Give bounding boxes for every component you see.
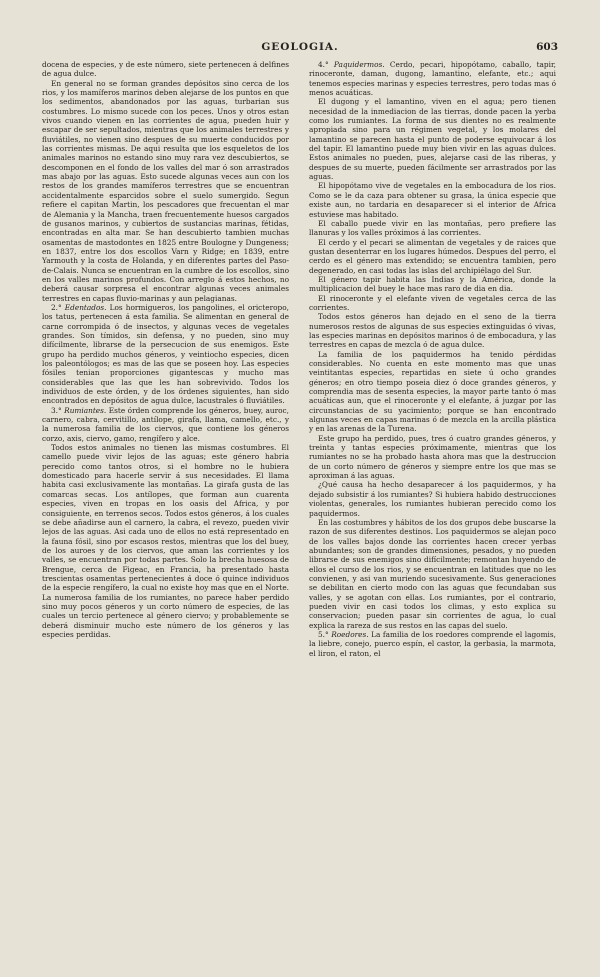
section-label: Roedores. (331, 629, 369, 639)
section-label: Rumiantes. (64, 405, 107, 415)
paragraph: En general no se forman grandes depósitos sino cerca de los rios, y los mamíferos marinos deben alejarse de los puntos en que los sedimentos, abandonados por las aguas, turbarian sus costumbres. Lo mismo sucede con los peces. Unos y otros estan vivos cuando vienen en las corrientes de agua, pueden huir y escapar de ser sepultados, mientras que los animales terrestres y fluviátiles, no vienen sino despues de su muerte conducidos por las corrientes mismas. De aqui resulta que los esqueletos de los animales marinos no estando sino muy rara vez descubiertos, se descomponen en el fondo de los valles del mar ó son arrastrados mas abajo por las aguas. Esto sucede algunas veces aun con los restos de los grandes mamíferos terrestres que se encuentran accidentalmente esparcidos sobre el suelo sumergido. Segun refiere el capitan Martin, los pescadores que frecuentan el mar de Alemania y la Mancha, traen frecuentemente huesos cargados de gusanos marinos, y cubiertos de sustancias marinas, fétidas, encontradas en alta mar. Se han descubierto tambien muchas osamentas de mastodontes en 1825 entre Boulogne y Dungeness; en 1837, entre los dos escollos Varn y Ridge; en 1839, entre Yarmouth y la costa de Holanda, y en diferentes partes del Paso-de-Calais. Nunca se encuentran en la cumbre de los escollos, sino en los valles marinos profundos. Con arreglo á estos hechos, no deberá causar sorpresa el encontrar algunas veces animales terrestres en capas fluvio-marinas y aun pelagianas. (42, 78, 289, 303)
right-column (309, 60, 556, 950)
paragraph: 3.° Rumiantes. Este órden comprende los géneros, buey, auroc, carnero, cabra, cervitillo, antílope, girafa, llama, camello, etc., y la numerosa familia de los ciervos, que contiene los géneros corzo, axis, ciervo, gamo, rengífero y alce. (42, 405, 289, 443)
paragraph: 4.° Paquidermos. Cerdo, pecari, hipopótamo, caballo, tapir, rinoceronte, daman, dugong, lamantino, elefante, etc.; aqui tenemos especies marinas y especies terrestres, pero todas mas ó menos acuáticas. (309, 60, 556, 98)
paragraph: docena de especies, y de este número, siete pertenecen á delfines de agua dulce. (42, 60, 289, 79)
paragraph: Este grupo ha perdido, pues, tres ó cuatro grandes géneros, y treinta y tantas especies próximamente, mientras que los rumiantes no se ha probado hasta ahora mas que la destruccion de un corto número de géneros y siempre entre los que mas se aproximan á las aguas. (309, 433, 556, 481)
left-column (42, 60, 289, 950)
paragraph: El dugong y el lamantino, viven en el agua; pero tienen necesidad de la inmediacion de las tierras, donde pacen la yerba como los rumiantes. La forma de sus dientes no es realmente apropiada sino para un régimen vegetal, y los molares del lamantino se parecen hasta el punto de poderse equivocar á los del tapir. El lamantino puede muy bien vivir en las aguas dulces. Estos animales no pueden, pues, alejarse casi de las riberas, y despues de su muerte, pueden fácilmente ser arrastrados por las aguas. (309, 97, 556, 182)
section-number: 4.° (318, 60, 329, 69)
paragraph: ¿Qué causa ha hecho desaparecer á los paquidermos, y ha dejado subsistir á los rumiantes? Si hubiera habido destrucciones violentas, generales, los rumiantes hubieran perecido como los paquidermos. (309, 480, 556, 518)
section-label: Paquidermos. (333, 60, 385, 69)
paragraph: El rinoceronte y el elefante viven de vegetales cerca de las corrientes. (309, 293, 556, 312)
paragraph: El cerdo y el pecari se alimentan de vegetales y de raices que gustan desenterrar en los lugares húmedos. Despues del perro, el cerdo es el género mas extendido; se encuentra tambien, pero degenerado, en casi todas las islas del archipiélago del Sur. (309, 237, 556, 275)
paragraph: El hipopótamo vive de vegetales en la embocadura de los rios. Como se le da caza para obtener su grasa, la única especie que existe aun, no tardaria en desaparecer si el interior de Africa estuviese mas habitado. (309, 181, 556, 219)
paragraph: Todos estos animales no tienen las mismas costumbres. El camello puede vivir lejos de las aguas; este género habria perecido como tantos otros, si el hombre no le hubiera domesticado para hacerle servir á sus necesidades. El llama habita casi exclusivamente las montañas. La girafa gusta de las comarcas secas. Los antílopes, que forman aun cuarenta especies, viven en tropas en los oasis del Africa, y por consiguiente, en terrenos secos. Todos estos géneros, á los cuales se debe añadirse aun el carnero, la cabra, el revezo, pueden vivir lejos de las aguas. Asi cada uno de ellos no está representado en la fauna fósil, sino por escasos restos, mientras que los del buey, de los auroes y de los ciervos, que aman las corrientes y los valles, se encuentran por todas partes. Solo la brecha huesosa de Brengue, cerca de Figeac, en Francia, ha presentado hasta trescientas osamentas pertenecientes á doce ó quince individuos de la especie rengífero, la cual no existe hoy mas que en el Norte. La numerosa familia de los rumiantes, no parece haber perdido sino muy pocos géneros y un corto número de especies, de las cuales un tercio pertenece al género ciervo; y probablemente se deberá disminuir mucho este número de los géneros y las especies perdidas. (42, 443, 289, 639)
page-header (0, 41, 600, 57)
running-title: GEOLOGIA. (261, 41, 339, 53)
paragraph: 2.° Edentados. Los hormigueros, los pangolines, el oricteropo, los tatus, pertenecen á esta familia. Se alimentan en general de carne corrompida ó de insectos, y algunas veces de vegetales grandes. Son tímidos, sin defensa, y no pueden, sino muy difícilmente, librarse de la persecucion de sus enemigos. Este grupo ha perdido muchos géneros, y veintiocho especies, dicen los paleontólogos; es mas de las que se poseen hoy. Las especies fósiles tenian proporciones gigantescas y mucho mas considerables que las que les han sobrevivido. Todos los individuos de este órden, y de los órdenes siguientes, han sido encontrados en depósitos de agua dulce, lacustrales ó fluviátiles. (42, 302, 289, 406)
paragraph: 5.° Roedores. La familia de los roedores comprende el lagomis, la liebre, conejo, puerco espín, el castor, la gerbasia, la marmota, el liron, el raton, el (309, 629, 556, 658)
paragraph: El género tapir habita las Indias y la América, donde la multiplicacion del buey le hace mas raro de dia en dia. (309, 274, 556, 294)
paragraph: La familia de los paquidermos ha tenido pérdidas considerables. No cuenta en este momento mas que unas veintitantas especies, repartidas en siete ú ocho grandes géneros; en otro tiempo poseia diez ó doce grandes géneros, y comprendia mas de sesenta especies, la mayor parte tanto ó mas acuáticas aun, que el rinoceronte y el elefante, á juzgar por las circunstancias de su yacimiento; porque se han encontrado algunas veces en capas marinas ó de mezcla en la arcilla plástica y en las arenas de la Turena. (309, 349, 556, 434)
paragraph: En las costumbres y hábitos de los dos grupos debe buscarse la razon de sus diferentes destinos. Los paquidermos se alejan poco de los valles bajos donde las corrientes hacen crecer yerbas abundantes; son de grandes dimensiones, pesados, y no pueden librarse de sus enemigos sino difícilmente; remontan huyendo de ellos el curso de los rios, y se encuentran en latitudes que no les convienen, y asi van muriendo sucesivamente. Sus generaciones se debilitan en cierto modo con las aguas que fecundaban sus valles, y se agotan con ellas. Los rumiantes, por el contrario, pueden vivir en casi todos los climas, y esto explica su conservacion; pueden pasar sin corrientes de agua, lo cual explica la rareza de sus restos en las capas del suelo. (309, 517, 556, 630)
section-number: 2.° (51, 302, 62, 312)
section-number: 3.° (51, 405, 62, 415)
paragraph: El caballo puede vivir en las montañas, pero prefiere las llanuras y los valles próximos á las corrientes. (309, 218, 556, 238)
paragraph: Todos estos géneros han dejado en el seno de la tierra numerosos restos de algunas de sus especies extinguidas ó vivas, las especies marinas en depósitos marinos ó de embocadura, y las terrestres en capas de mezcla ó de agua dulce. (309, 312, 556, 350)
section-number: 5.° (318, 629, 329, 639)
page-number: 603 (536, 41, 558, 53)
section-label: Edentados. (64, 302, 107, 312)
